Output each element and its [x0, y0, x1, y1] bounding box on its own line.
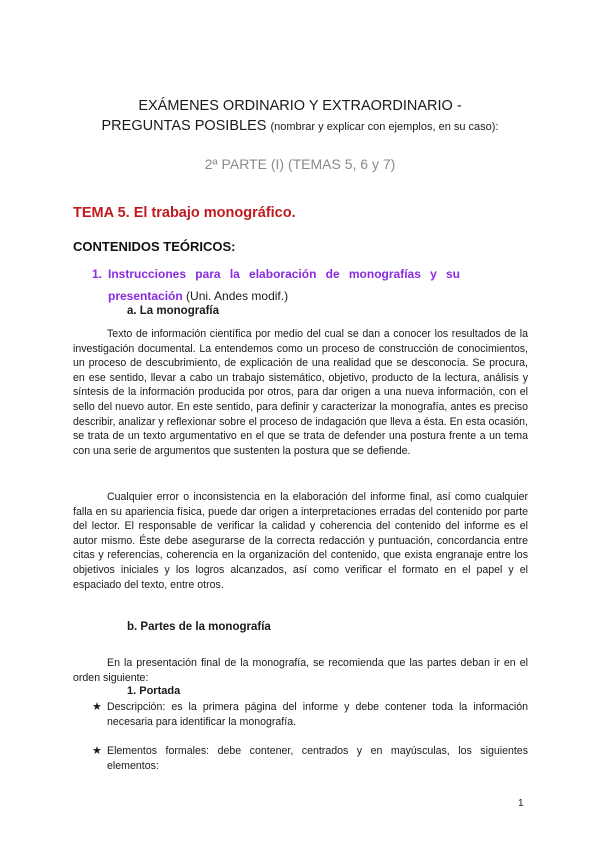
section-a-heading: a. La monografía [127, 305, 220, 317]
star-bullet-icon: ★ [92, 701, 102, 713]
document-subtitle: 2ª PARTE (I) (TEMAS 5, 6 y 7) [204, 156, 396, 172]
bullet-text: Elementos formales: debe contener, centrados y en mayúsculas, los siguientes elementos: [107, 745, 528, 772]
document-title-line1: EXÁMENES ORDINARIO Y EXTRAORDINARIO - [138, 98, 462, 114]
portada-heading: 1. Portada [127, 685, 181, 697]
bullet-item [92, 744, 528, 773]
bullet-text: Descripción: es la primera página del informe y debe contener toda la información necesaria para identificar la monografía. [107, 701, 528, 728]
title-main: PREGUNTAS POSIBLES [101, 118, 267, 134]
bullet-item [92, 700, 528, 729]
title-note: (nombrar y explicar con ejemplos, en su caso): [270, 121, 499, 133]
contenidos-heading: CONTENIDOS TEÓRICOS: [73, 239, 236, 254]
paragraph-partes-intro: En la presentación final de la monografía, se recomienda que las partes deban ir en el orden siguiente: [73, 657, 528, 684]
tema-heading: TEMA 5. El trabajo monográfico. [73, 205, 296, 221]
list-item-note: (Uni. Andes modif.) [186, 289, 289, 303]
paragraph-monografia: Texto de información científica por medio del cual se dan a conocer los resultados de la investigación documental. La entendemos como un proceso de construcción de conocimientos, un proceso de descubrimiento, de explicación de una realidad que se desconocía. Se procura, en ese sentido, llevar a cabo un trabajo sistemático, objetivo, producto de la lectura, análisis y síntesis de la información producida por otros, para dar origen a una nueva información, con el sello del nuevo autor. En este sentido, para definir y caracterizar la monografía, antes es preciso describir, analizar y reflexionar sobre el proceso de indagación que lleva a ésta. En esta ocasión, se trata de un texto argumentativo en el que se trata de defender una postura frente a un tema con una serie de argumentos que sustenten la postura que se defiende. [73, 328, 528, 457]
star-bullet-icon: ★ [92, 745, 102, 757]
section-b-heading: b. Partes de la monografía [127, 621, 271, 633]
page-number: 1 [518, 798, 524, 809]
list-item-title: Instrucciones para la elaboración de monografías y su presentación [108, 267, 460, 303]
paragraph-errores: Cualquier error o inconsistencia en la elaboración del informe final, así como cualquier falla en su apariencia física, puede dar origen a interpretaciones erradas del contenido por parte del lector. El responsable de verificar la calidad y coherencia del contenido del informe es el autor mismo. Éste debe asegurarse de la correcta redacción y puntuación, concordancia entre citas y referencias, coherencia en la organización del contenido, que exista engranaje entre los objetivos iniciales y los logros alcanzados, así como verificar el formato en el papel y el espaciado del texto, entre otros. [73, 491, 528, 591]
list-item-number: 1. [92, 267, 103, 281]
document-title-line2 [0, 117, 600, 136]
list-item-instrucciones [92, 263, 460, 307]
